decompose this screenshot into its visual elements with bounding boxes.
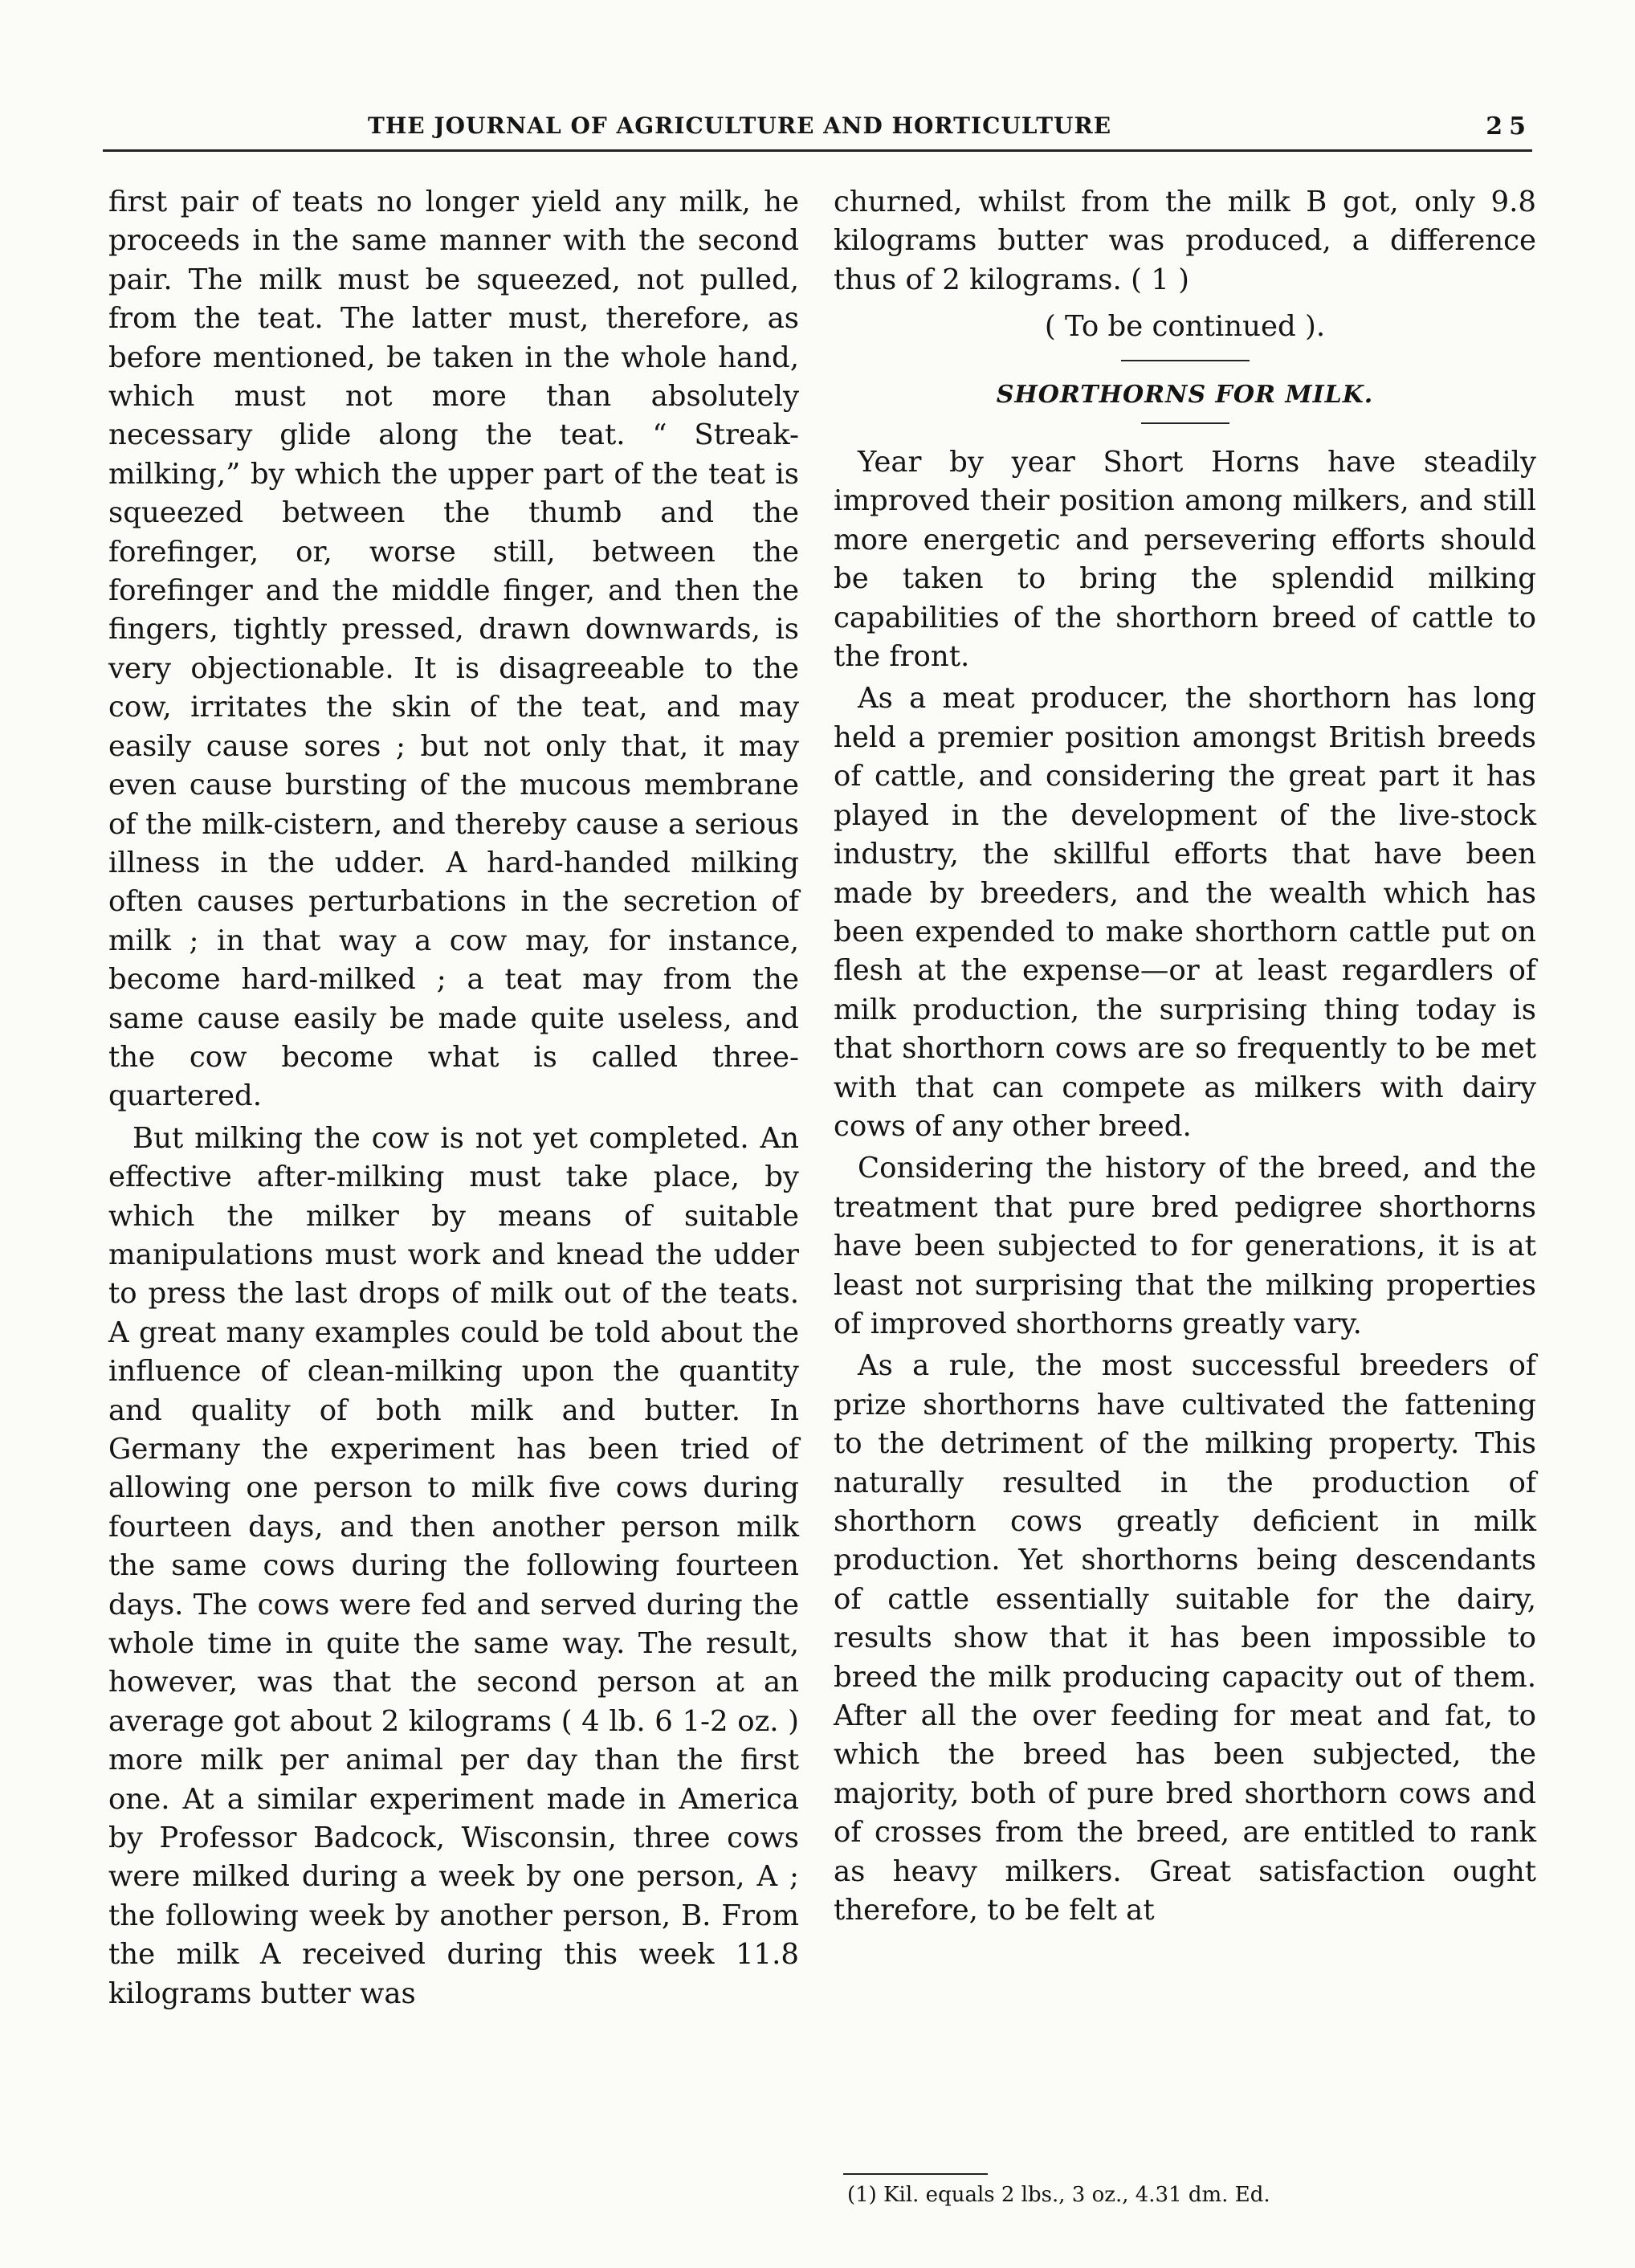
paragraph: As a meat producer, the shorthorn has long held a premier position amongst British breeds of cattle, and considering the great part it has played in the development of the live-stock industry, the skillful efforts that have been made by breeders, and the wealth which has been expended to make shorthorn cattle put on flesh at the expense—or at least regardlers of milk production, the surprising thing today is that shorthorn cows are so frequently to be met with that can compete as milkers with dairy cows of any other breed. <box>834 682 1536 1143</box>
paragraph: But milking the cow is not yet completed. An effective after-milking must take place, by which the milker by means of suitable manipulations must work and knead the udder to press the last drops of milk out of the teats. A great many examples could be told about the influence of clean-milking upon the quantity and quality of both milk and butter. In Germany the experiment has been tried of allowing one person to milk five cows during fourteen days, and then another person milk the same cows during the following fourteen days. The cows were fed and served during the whole time in quite the same way. The result, however, was that the second person at an average got about 2 kilograms ( 4 lb. 6 1-2 oz. ) more milk per animal per day than the first one. At a similar experiment made in America by Professor Badcock, Wisconsin, three cows were milked during a week by one person, A ; the following week by another person, B. From the milk A received during this week 11.8 kilograms butter was <box>108 1121 799 2010</box>
running-head: THE JOURNAL OF AGRICULTURE AND HORTICULTURE <box>368 112 1112 139</box>
paragraph: first pair of teats no longer yield any milk, he proceeds in the same manner with the second pair. The milk must be squeezed, not pulled, from the teat. The latter must, therefore, as before mentioned, be taken in the whole hand, which must not more than absolutely necessary glide along the teat. “ Streak-milking,” by which the upper part of the teat is squeezed between the thumb and the forefinger, or, worse still, between the forefinger and the middle finger, and then the fingers, tightly pressed, drawn downwards, is very objectionable. It is disagreeable to the cow, irritates the skin of the teat, and may easily cause sores ; but not only that, it may even cause bursting of the mucous membrane of the milk-cistern, and thereby cause a serious illness in the udder. A hard-handed milking often causes perturbations in the secretion of milk ; in that way a cow may, for instance, become hard-milked ; a teat may from the same cause easily be made quite useless, and the cow become what is called three-quartered. <box>108 186 799 1113</box>
right-column <box>834 183 1536 1930</box>
page-header <box>103 108 1532 149</box>
footnote: (1) Kil. equals 2 lbs., 3 oz., 4.31 dm. Ed. <box>847 2183 1270 2207</box>
paragraph: As a rule, the most successful breeders of prize shorthorns have cultivated the fattening to the detriment of the milking property. This naturally resulted in the production of shorthorn cows greatly deficient in milk production. Yet shorthorns being descendants of cattle essentially suitable for the dairy, results show that it has been impossible to breed the milk producing capacity out of them. After all the over feeding for meat and fat, to which the breed has been subjected, the majority, both of pure bred shorthorn cows and of crosses from the breed, are entitled to rank as heavy milkers. Great satisfaction ought therefore, to be felt at <box>834 1349 1536 1927</box>
divider <box>1141 422 1229 424</box>
paragraph: Considering the history of the breed, and the treatment that pure bred pedigree shorthorns have been subjected to for generations, it is at least not surprising that the milking properties of improved shorthorns greatly vary. <box>834 1152 1536 1340</box>
divider <box>1121 360 1250 361</box>
footnote-rule <box>843 2173 988 2175</box>
page-number: 25 <box>1486 112 1532 141</box>
left-column <box>108 183 799 2013</box>
continued-note: ( To be continued ). <box>1044 310 1326 344</box>
continuation-paragraph: churned, whilst from the milk B got, only 9.8 kilograms butter was produced, a difference thus of 2 kilograms. ( 1 ) <box>834 186 1536 296</box>
section-title: SHORTHORNS FOR MILK. <box>996 380 1374 409</box>
paragraph: Year by year Short Horns have steadily improved their position among milkers, and still more energetic and persevering efforts should be taken to bring the splendid milking capabilities of the shorthorn breed of cattle to the front. <box>834 446 1536 674</box>
header-rule <box>103 149 1532 152</box>
